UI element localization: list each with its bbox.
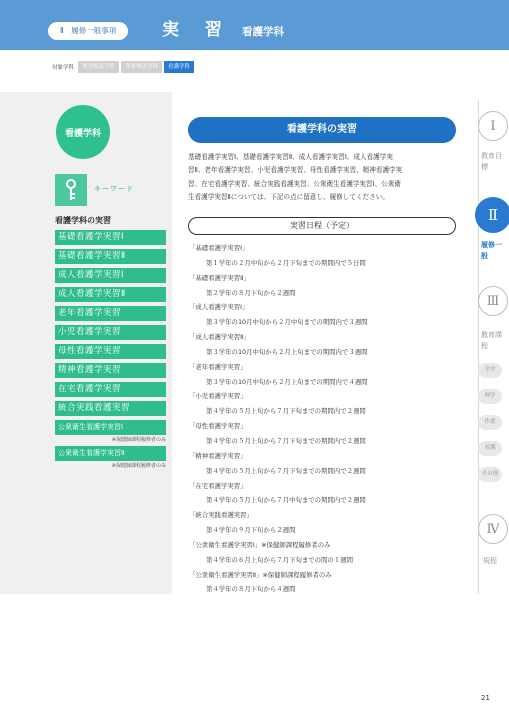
schedule-item-detail: 第４学年の６月上旬から７月下旬までの間の１週間: [206, 555, 353, 564]
practicum-item-label: 成人看護学実習Ⅰ: [55, 268, 166, 283]
practicum-item-label: 公衆衛生看護学実習Ⅰ: [55, 420, 166, 435]
practicum-list: [55, 230, 166, 472]
schedule-item-detail: 第４学年の５月上旬から７月中旬までの期間内で２週間: [206, 496, 366, 505]
schedule-item-name: 「老年看護学実習」: [189, 362, 247, 371]
nav-chapter-3-button[interactable]: Ⅲ: [478, 286, 508, 316]
practicum-item-note: ※保健師課程履修者のみ: [111, 463, 166, 469]
list-item: [55, 420, 166, 443]
nav-chapter-2-label[interactable]: 履修一般: [481, 241, 502, 260]
page-number: 21: [481, 694, 490, 702]
main-section-title: 看護学科の実習: [188, 117, 456, 143]
list-item: [55, 249, 166, 264]
schedule-item-detail: 第４学年の５月上旬から７月下旬までの期間内で２週間: [206, 407, 366, 416]
intro-paragraph: [188, 151, 458, 204]
department-badge: 看護学科: [56, 105, 110, 159]
target-department-row: [52, 61, 196, 73]
page-subtitle: 看護学科: [242, 26, 284, 38]
schedule-item-name: 「母性看護学実習」: [189, 422, 247, 431]
schedule-item-name: 「成人看護学実習Ⅰ」: [189, 303, 249, 312]
tab-physical-therapy[interactable]: 理学療法学科: [78, 61, 119, 73]
list-item: [55, 344, 166, 359]
schedule-item-name: 「精神看護学実習」: [189, 451, 247, 460]
subtab-general[interactable]: 全学: [478, 363, 502, 378]
list-item: [55, 268, 166, 283]
practicum-item-label: 老年看護学実習: [55, 306, 166, 321]
nav-chapter-4-label[interactable]: 規程: [483, 557, 497, 565]
practicum-item-label: 在宅看護学実習: [55, 382, 166, 397]
schedule-item-detail: 第３学年の10月中旬から２月上旬までの期間内で３週間: [206, 347, 368, 356]
schedule-item-name: 「小児看護学実習」: [189, 392, 247, 401]
practicum-item-label: 母性看護学実習: [55, 344, 166, 359]
practicum-list-heading: 看護学科の実習: [55, 216, 111, 225]
schedule-item-name: 「統合実践看護実習」: [189, 511, 253, 520]
practicum-item-note: ※保健師課程履修者のみ: [111, 437, 166, 443]
list-item: [55, 306, 166, 321]
schedule-item-name: 「公衆衛生看護学実習Ⅱ」※保健師課程履修者のみ: [189, 570, 332, 579]
schedule-item-detail: 第４学年の５月上旬から７月下旬までの期間内で２週間: [206, 436, 366, 445]
intro-line: 習、在宅看護学実習、統合実践看護実習、公衆衛生看護学実習Ⅰ、公衆衛: [188, 179, 401, 188]
schedule-item-name: 「基礎看護学実習Ⅰ」: [189, 244, 249, 252]
list-item: [55, 325, 166, 340]
schedule-heading: 実習日程（予定）: [188, 217, 456, 235]
list-item: [55, 401, 166, 416]
list-item: [55, 287, 166, 302]
intro-line: 基礎看護学実習Ⅰ、基礎看護学実習Ⅱ、成人看護学実習Ⅰ、成人看護学実: [188, 153, 393, 161]
list-item: [55, 230, 166, 245]
schedule-item-detail: 第３学年の10月中旬から２月中旬までの期間内で３週間: [206, 318, 368, 327]
nav-chapter-2-button[interactable]: Ⅱ: [475, 197, 509, 233]
intro-line: 習Ⅱ、老年看護学実習、小児看護学実習、母性看護学実習、精神看護学実: [188, 166, 403, 175]
list-item: [55, 363, 166, 378]
subtab-other[interactable]: その他: [478, 467, 502, 482]
nav-chapter-1-button[interactable]: Ⅰ: [478, 111, 508, 141]
tab-nursing[interactable]: 看護学科: [164, 61, 194, 73]
schedule-item-name: 「在宅看護学実習」: [189, 481, 247, 490]
schedule-item-detail: 第１学年の２月中旬から２月下旬までの期間内で５日間: [206, 258, 366, 267]
nav-chapter-3-label[interactable]: 教育課程: [481, 331, 502, 350]
schedule-item-detail: 第４学年の５月上旬から７月下旬までの期間内で２週間: [206, 466, 366, 475]
subtab-nursing[interactable]: 看護: [478, 441, 502, 456]
intro-line: 生看護学実習Ⅱについては、下記の点に留意し、履修してください。: [188, 192, 389, 201]
nav-chapter-1-label[interactable]: 教育目標: [481, 152, 502, 171]
practicum-item-label: 公衆衛生看護学実習Ⅱ: [55, 446, 166, 461]
key-icon: [55, 174, 87, 206]
schedule-item-detail: 第４学年の９月下旬から２週間: [206, 526, 296, 535]
practicum-item-label: 精神看護学実習: [55, 363, 166, 378]
practicum-item-label: 成人看護学実習Ⅱ: [55, 287, 166, 302]
schedule-item-name: 「成人看護学実習Ⅱ」: [189, 333, 250, 342]
practicum-item-label: 基礎看護学実習Ⅰ: [55, 230, 166, 245]
section-label: Ⅱ 履修一般事項: [48, 22, 128, 40]
page-title: 実 習: [162, 20, 232, 40]
tab-occupational-therapy[interactable]: 作業療法学科: [121, 61, 162, 73]
target-label: 対象学科: [52, 65, 75, 71]
list-item: [55, 446, 166, 469]
page-header: [0, 0, 509, 50]
practicum-item-label: 統合実践看護実習: [55, 401, 166, 416]
practicum-item-label: 小児看護学実習: [55, 325, 166, 340]
list-item: [55, 382, 166, 397]
subtab-physical-therapy[interactable]: 理学: [478, 389, 502, 404]
key-icon-graphic: [64, 179, 78, 201]
sidebar-divider: [478, 100, 479, 594]
schedule-item-detail: 第３学年の10月中旬から２月上旬までの期間内で４週間: [206, 377, 368, 386]
schedule-list: [189, 241, 459, 597]
subtab-occupational-therapy[interactable]: 作業: [478, 415, 502, 430]
keyword-label: キーワード: [94, 185, 134, 193]
nav-chapter-4-button[interactable]: Ⅳ: [478, 514, 508, 544]
practicum-item-label: 基礎看護学実習Ⅱ: [55, 249, 166, 264]
schedule-item-detail: 第２学年の８月下旬から２週間: [206, 288, 296, 297]
schedule-item-name: 「基礎看護学実習Ⅱ」: [189, 273, 250, 282]
schedule-item-name: 「公衆衛生看護学実習Ⅰ」※保健師課程履修者のみ: [189, 540, 331, 549]
schedule-item-detail: 第４学年の８月下旬から４週間: [206, 585, 296, 594]
